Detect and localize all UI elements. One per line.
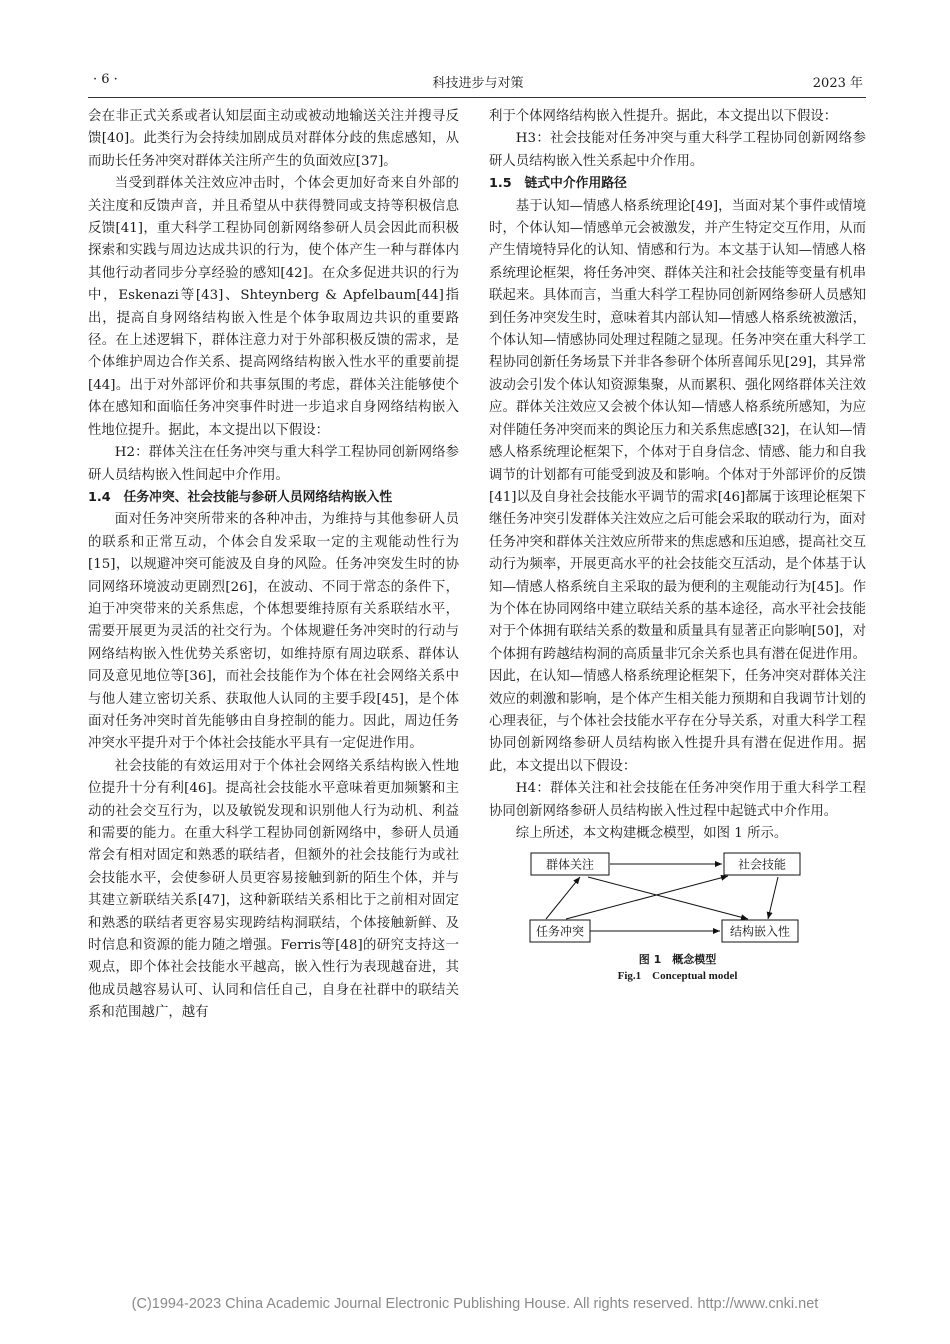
hypothesis-h3: H3：社会技能对任务冲突与重大科学工程协同创新网络参研人员结构嵌入性关系起中介作用。 [489,131,866,169]
paragraph: 当受到群体关注效应冲击时，个体会更加好奇来自外部的关注度和反馈声音，并且希望从中获得赞同或支持等积极信息反馈[41]，重大科学工程协同创新网络参研人员会因此而积极探索和实践与周边达成共识的行为，使个体产生一种与群体内其他行动者同步分享经验的感知[42]。在众多促进共识的行为中，Eskenazi等[43]、Shteynberg & Apfelbaum[44]指出，提高自身网络结构嵌入性是个体争取周边共识的重要路径。在上述逻辑下，群体注意力对于外部积极反馈的需求，是个体维护周边合作关系、提高网络结构嵌入性水平的重要前提[44]。出于对外部评价和共事氛围的考虑，群体关注能够使个体在感知和面临任务冲突事件时进一步追求自身网络结构嵌入性地位提升。据此，本文提出以下假设： [88,176,459,438]
node-social-skill: 社会技能 [737,857,786,872]
paragraph: 面对任务冲突所带来的各种冲击，为维持与其他参研人员的联系和正常互动，个体会自发采取一定的主观能动性行为[15]，以规避冲突可能波及自身的风险。任务冲突发生时的协同网络环境波动更剧烈[26]，在波动、不同于常态的条件下，迫于冲突带来的关系焦虑，个体想要维持原有关系联结水平，需要开展更为灵活的社交行为。个体规避任务冲突时的行动与网络结构嵌入性优势关系密切，如维持原有周边联系、群体认同及意见地位等[36]，而社会技能作为个体在社会网络关系中与他人建立密切关系、获取他人认同的主要手段[45]，是个体面对任务冲突时首先能够由自身控制的能力。因此，周边任务冲突水平提升对于个体社会技能水平具有一定促进作用。 [88,512,459,752]
paragraph: 社会技能的有效运用对于个体社会网络关系结构嵌入性地位提升十分有利[46]。提高社会技能水平意味着更加频繁和主动的社会交互行为，以及敏锐发现和识别他人行为动机、利益和需要的能力。在重大科学工程协同创新网络中，参研人员通常会有相对固定和熟悉的联结者，但额外的社会技能行为或社会技能水平，会使参研人员更容易接触到新的陌生个体，并与其建立新联结关系[47]，这种新联结关系相比于之前相对固定和熟悉的联结者更容易实现跨结构洞联结，个体接触新鲜、及时信息和资源的能力随之增强。Ferris等[48]的研究支持这一观点，即个体社会技能水平越高，嵌入性行为表现越奋进，其他成员越容易认可、认同和信任自己，自身在社群中的联结关系和范围越广，越有 [88,758,459,1021]
node-group-attention: 群体关注 [545,857,594,872]
hypothesis-h4: H4：群体关注和社会技能在任务冲突作用于重大科学工程协同创新网络参研人员结构嵌入性过程中起链式中介作用。 [489,781,866,819]
copyright-footer: (C)1994-2023 China Academic Journal Electronic Publishing House. All rights reserved. http://www.cnki.net [131,1296,819,1312]
arrow-group-to-embeddedness [588,877,748,919]
node-task-conflict: 任务冲突 [535,924,584,939]
arrow-conflict-to-skill [566,876,728,919]
figure-caption-en: Fig.1 Conceptual model [617,970,738,983]
header-rule [88,97,866,98]
section-heading-1-5: 1.5 链式中介作用路径 [489,176,627,192]
paragraph: 综上所述，本文构建概念模型，如图 1 所示。 [515,826,788,841]
paragraph: 基于认知—情感人格系统理论[49]，当面对某个事件或情境时，个体认知—情感单元会被激发，并产生特定交互作用，从而产生情境特异化的认知、情感和行为。本文基于认知—情感人格系统理论框架，将任务冲突、群体关注和社会技能等变量有机串联起来。具体而言，当重大科学工程协同创新网络参研人员感知到任务冲突发生时，意味着其内部认知—情感人格系统被激活，个体认知—情感协同处理过程随之显现。任务冲突在重大科学工程协同创新任务场景下并非各参研个体所喜闻乐见[29]，其异常波动会引发个体认知资源集聚，从而累积、强化网络群体关注效应。群体关注效应又会被个体认知—情感人格系统所感知，为应对伴随任务冲突而来的舆论压力和关系焦虑感[32]，在认知—情感人格系统理论框架下，个体对于自身信念、情感、能力和自我调节的计划都有可能受到波及和影响。个体对于外部评价的反馈[41]以及自身社会技能水平调节的需求[46]都属于该理论框架下继任务冲突引发群体关注效应之后可能会采取的联动行为，面对任务冲突和群体关注效应所带来的焦虑感和压迫感，提高社交互动行为频率，开展更高水平的社会技能交互活动，是个体基于认知—情感人格系统自主采取的最为便利的主观能动行为[45]。作为个体在协同网络中建立联结关系的基本途径，高水平社会技能对于个体拥有联结关系的数量和质量具有显著正向影响[50]，对个体拥有跨越结构洞的高质量非冗余关系也具有潜在促进作用。因此，在认知—情感人格系统理论框架下，任务冲突对群体关注效应的刺激和影响，是个体产生相关能力预期和自我调节计划的心理表征，与个体社会技能水平存在分导关系，对重大科学工程协同创新网络参研人员结构嵌入性提升具有潜在促进作用。据此，本文提出以下假设： [489,198,866,774]
publication-year: 2023 年 [812,76,863,91]
conceptual-model-figure [489,851,866,985]
paragraph: 利于个体网络结构嵌入性提升。据此，本文提出以下假设： [489,109,838,124]
conceptual-model-diagram [528,851,828,951]
section-heading-1-4: 1.4 任务冲突、社会技能与参研人员网络结构嵌入性 [88,489,393,505]
page-number: · 6 · [93,72,118,87]
arrow-skill-to-embeddedness [768,877,778,919]
right-column [489,106,866,985]
figure-caption-zh: 图 1 概念模型 [638,953,717,967]
left-column [88,106,459,1025]
hypothesis-h2: H2：群体关注在任务冲突与重大科学工程协同创新网络参研人员结构嵌入性间起中介作用。 [88,445,459,483]
journal-title: 科技进步与对策 [432,76,524,91]
paragraph: 会在非正式关系或者认知层面主动或被动地输送关注并搜寻反馈[40]。此类行为会持续加剧成员对群体分歧的焦虑感知，从而助长任务冲突对群体关注所产生的负面效应[37]。 [88,109,459,169]
page-header [93,72,863,94]
node-structural-embeddedness: 结构嵌入性 [729,924,790,939]
arrow-conflict-to-group [546,877,580,919]
